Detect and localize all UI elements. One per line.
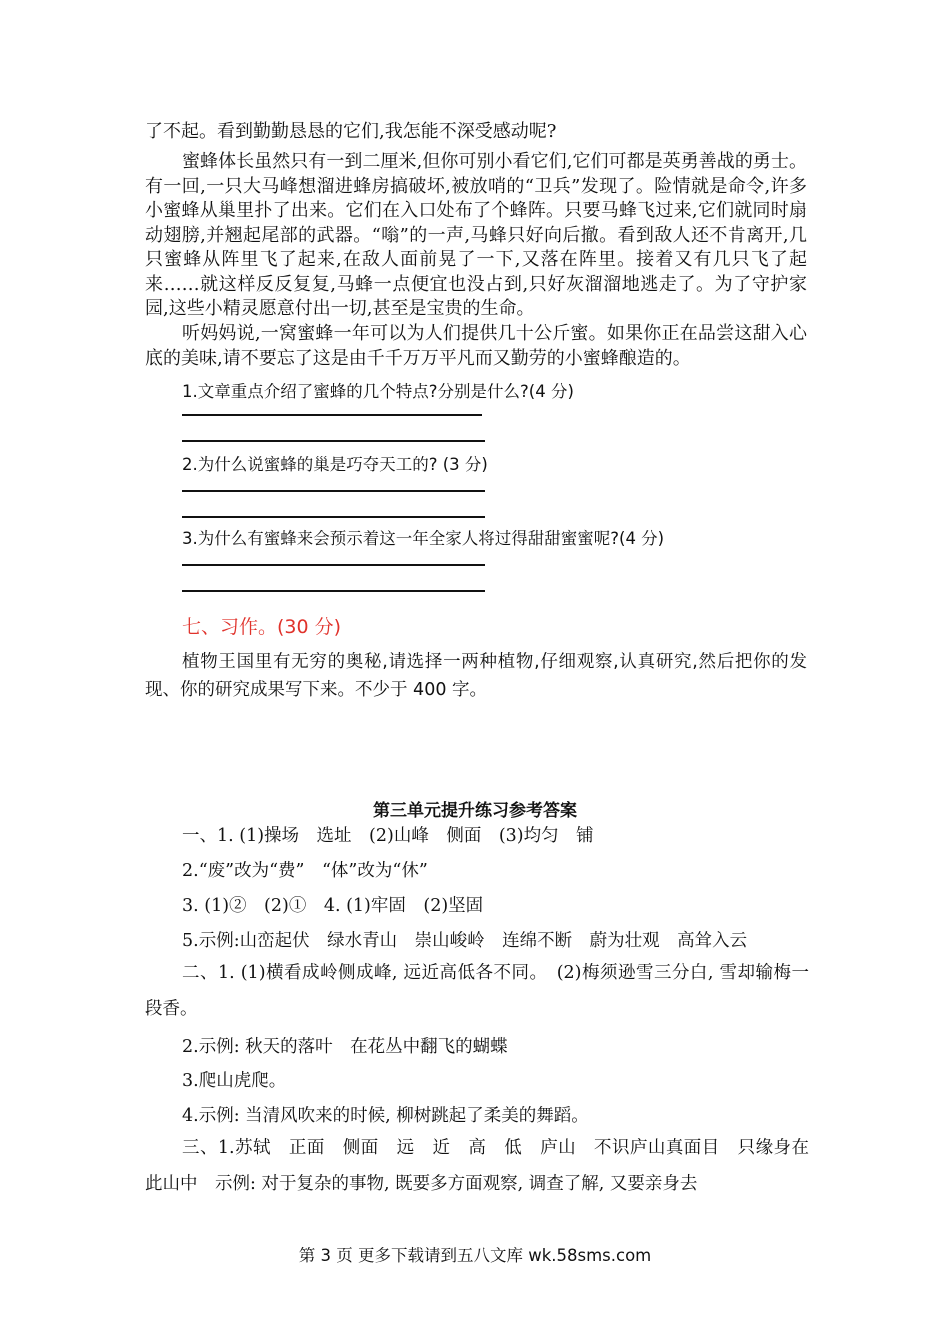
answer-line[interactable]: [182, 590, 485, 592]
answer-key-title: 第三单元提升练习参考答案: [373, 801, 577, 821]
answer-line-4: 5.示例:山峦起伏 绿水青山 崇山峻岭 连绵不断 蔚为壮观 高耸入云: [182, 931, 748, 951]
question-2: 2.为什么说蜜蜂的巢是巧夺天工的? (3 分): [182, 455, 488, 474]
answer-line[interactable]: [182, 414, 482, 416]
answer-line-6: 3.爬山虎爬。: [182, 1071, 287, 1091]
answer-line-7: 4.示例: 当清风吹来的时候, 柳树跳起了柔美的舞蹈。: [182, 1106, 589, 1126]
question-3: 3.为什么有蜜蜂来会预示着这一年全家人将过得甜甜蜜蜜呢?(4 分): [182, 529, 665, 548]
question-1: 1.文章重点介绍了蜜蜂的几个特点?分别是什么?(4 分): [182, 382, 574, 401]
composition-prompt: 植物王国里有无穷的奥秘,请选择一两种植物,仔细观察,认真研究,然后把你的发现、你的研究成果写下来。不少于 400 字。: [145, 652, 807, 700]
answer-line-1: 一、1. (1)操场 选址 (2)山峰 侧面 (3)均匀 铺: [182, 826, 594, 846]
answer-line[interactable]: [182, 516, 485, 518]
passage-paragraph-2: 听妈妈说,一窝蜜蜂一年可以为人们提供几十公斤蜜。如果你正在品尝这甜入心底的美味,请不要忘了这是由千千万万平凡而又勤劳的小蜜蜂酿造的。: [145, 323, 807, 369]
passage-line-0: 了不起。看到勤勤恳恳的它们,我怎能不深受感动呢?: [145, 121, 557, 142]
page-footer: 第 3 页 更多下载请到五八文库 wk.58sms.com: [298, 1246, 652, 1265]
answer-section-three: 三、1.苏轼 正面 侧面 远 近 高 低 庐山 不识庐山真面目 只缘身在此山中 示例: 对于复杂的事物, 既要多方面观察, 调查了解, 又要亲身去: [145, 1138, 809, 1194]
answer-line-2: 2.“废”改为“费” “体”改为“休”: [182, 861, 428, 881]
answer-section-two: 二、1. (1)横看成岭侧成峰, 远近高低各不同。 (2)梅须逊雪三分白, 雪却输梅一段香。: [145, 963, 809, 1019]
answer-line-5: 2.示例: 秋天的落叶 在花丛中翻飞的蝴蝶: [182, 1037, 508, 1057]
composition-heading: 七、习作。(30 分): [182, 616, 342, 638]
passage-paragraph-1: 蜜蜂体长虽然只有一到二厘米,但你可别小看它们,它们可都是英勇善战的勇士。有一回,一只大马峰想溜进蜂房搞破坏,被放哨的“卫兵”发现了。险情就是命令,许多小蜜蜂从巢里扑了出来。它们在入口处布了个蜂阵。只要马蜂飞过来,它们就同时扇动翅膀,并翘起尾部的武器。“嗡”的一声,马蜂只好向后撤。看到敌人还不肯离开,几只蜜蜂从阵里飞了起来,在敌人面前晃了一下,又落在阵里。接着又有几只飞了起来……就这样反反复复,马蜂一点便宜也没占到,只好灰溜溜地逃走了。为了守护家园,这些小精灵愿意付出一切,甚至是宝贵的生命。: [145, 151, 807, 319]
answer-line[interactable]: [182, 440, 485, 442]
answer-line-3: 3. (1)② (2)① 4. (1)牢固 (2)坚固: [182, 896, 484, 916]
answer-line[interactable]: [182, 490, 485, 492]
answer-line[interactable]: [182, 564, 485, 566]
